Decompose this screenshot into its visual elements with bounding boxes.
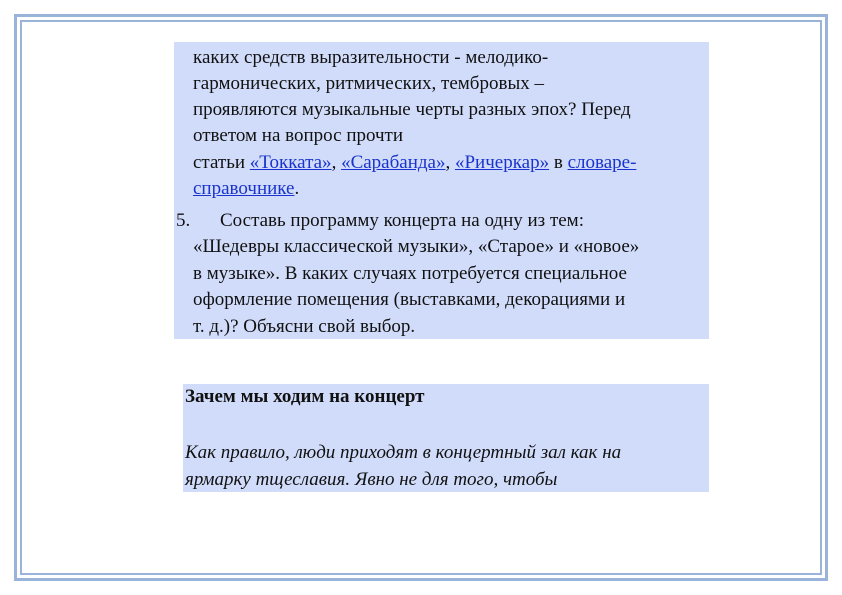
text-fragment: , <box>331 152 342 173</box>
text-line: оформление помещения (выставками, декорациями и <box>193 289 626 310</box>
link-dictionary-continued[interactable]: справочнике <box>193 178 295 199</box>
text-line: Составь программу концерта на одну из тем: <box>220 210 584 231</box>
text-line: «Шедевры классической музыки», «Старое» и «новое» <box>193 236 640 257</box>
text-fragment: . <box>294 178 300 199</box>
text-line: т. д.)? Объясни свой выбор. <box>193 316 416 337</box>
text-fragment: в <box>549 152 568 173</box>
section-heading: Зачем мы ходим на концерт <box>185 386 425 407</box>
link-toccata[interactable]: «Токката» <box>249 152 332 173</box>
link-sarabande[interactable]: «Сарабанда» <box>341 152 446 173</box>
text-fragment: , <box>445 152 455 173</box>
text-line: гармонических, ритмических, тембровых – <box>193 73 544 94</box>
link-dictionary[interactable]: словаре- <box>567 152 637 173</box>
list-item-number: 5. <box>176 210 191 231</box>
text-line: ярмарку тщеславия. Явно не для того, чтобы <box>185 469 558 490</box>
text-line: каких средств выразительности - мелодико- <box>193 47 549 68</box>
text-line: в музыке». В каких случаях потребуется специальное <box>193 263 627 284</box>
text-line: ответом на вопрос прочти <box>193 125 404 146</box>
text-fragment: статьи <box>193 152 250 173</box>
text-line: проявляются музыкальные черты разных эпох? Перед <box>193 99 631 120</box>
text-line: Как правило, люди приходят в концертный зал как на <box>185 442 622 463</box>
link-ricercar[interactable]: «Ричеркар» <box>454 152 550 173</box>
text-line-with-links <box>193 150 636 177</box>
text-line-with-link <box>193 176 299 203</box>
